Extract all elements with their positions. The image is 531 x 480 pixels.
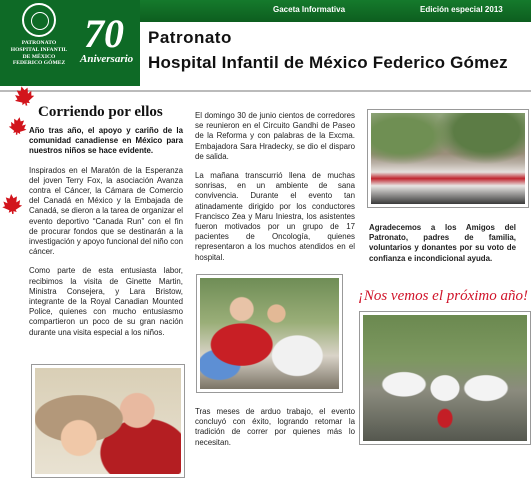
article-heading: Corriendo por ellos bbox=[38, 104, 163, 120]
header-divider bbox=[0, 90, 531, 92]
see-you-next-year: ¡Nos vemos el próximo año! bbox=[358, 288, 528, 304]
photo-runners-crowd bbox=[368, 110, 528, 207]
article-column-1 bbox=[29, 126, 183, 347]
article-paragraph: Inspirados en el Maratón de la Esperanza del joven Terry Fox, la asociación Avanza contra el Cáncer, la Cámara de Comercio del Canadá en México y la Embajada de Canadá, se dieron a la tarea de organizar el evento deportivo “Canada Run” con el fin de procurar fondos que se destinarán a la investigación y apoyo funcional del niño con cáncer. bbox=[29, 165, 183, 257]
closing-paragraph: Tras meses de arduo trabajo, el evento concluyó con éxito, logrando retomar la tradición de correr por quienes más lo necesitan. bbox=[195, 407, 355, 447]
institution-line: HOSPITAL INFANTIL bbox=[10, 46, 68, 53]
institution-name bbox=[2, 40, 76, 67]
edition-label: Edición especial 2013 bbox=[420, 5, 503, 14]
anniversary-number: 70 bbox=[84, 11, 124, 56]
article-paragraph: La mañana transcurrió llena de muchas sonrisas, en un ambiente de sana convivencia. Durante el evento tan atinadamente dirigido por los conductores Francisco Zea y Maru Iniestra, los asistentes fueron motivados por un grupo de 17 pacientes de Oncología, quienes representaron a los muchos atendidos en el hospital. bbox=[195, 171, 355, 262]
maple-leaf-icon bbox=[12, 84, 36, 108]
section-label: Gaceta Informativa bbox=[273, 5, 346, 14]
thanks-paragraph: Agradecemos a los Amigos del Patronato, padres de familia, voluntarios y donantes por su voto de confianza e incondicional ayuda. bbox=[369, 223, 516, 263]
photo-group-patients bbox=[360, 312, 530, 444]
institution-line: DE MÉXICO bbox=[22, 53, 56, 60]
maple-leaf-icon bbox=[1, 193, 23, 215]
article-paragraph: El domingo 30 de junio cientos de corredores se reunieron en el Circuito Gandhi de Paseo de la Reforma y con palabras de la Excma. Embajadora Sara Hradecky, se dio el disparo de salida. bbox=[195, 111, 355, 161]
article-lead: Año tras año, el apoyo y cariño de la comunidad canadiense en México para nuestros niños se hace evidente. bbox=[29, 126, 183, 156]
photo-children-with-officer bbox=[197, 275, 342, 392]
maple-leaf-icon bbox=[8, 116, 29, 137]
article-paragraph: Como parte de esta entusiasta labor, recibimos la visita de Ginette Martin, Ministra Consejera, y Lara Bristow, integrante de la Royal Canadian Mounted Police, quienes con mucho entusiasmo compartieron un poco de su gran nación durante una visita especial a los niños. bbox=[29, 266, 183, 337]
institution-line: PATRONATO bbox=[21, 40, 57, 46]
photo-girl-with-officer bbox=[32, 365, 184, 477]
institution-line: FEDERICO GÓMEZ bbox=[12, 60, 66, 67]
anniversary-word: Aniversario bbox=[80, 53, 134, 65]
page-title-line1: Patronato bbox=[148, 28, 232, 47]
article-column-2 bbox=[195, 111, 355, 272]
hospital-seal-icon bbox=[22, 3, 56, 37]
page-title-line2: Hospital Infantil de México Federico Gómez bbox=[148, 53, 508, 72]
